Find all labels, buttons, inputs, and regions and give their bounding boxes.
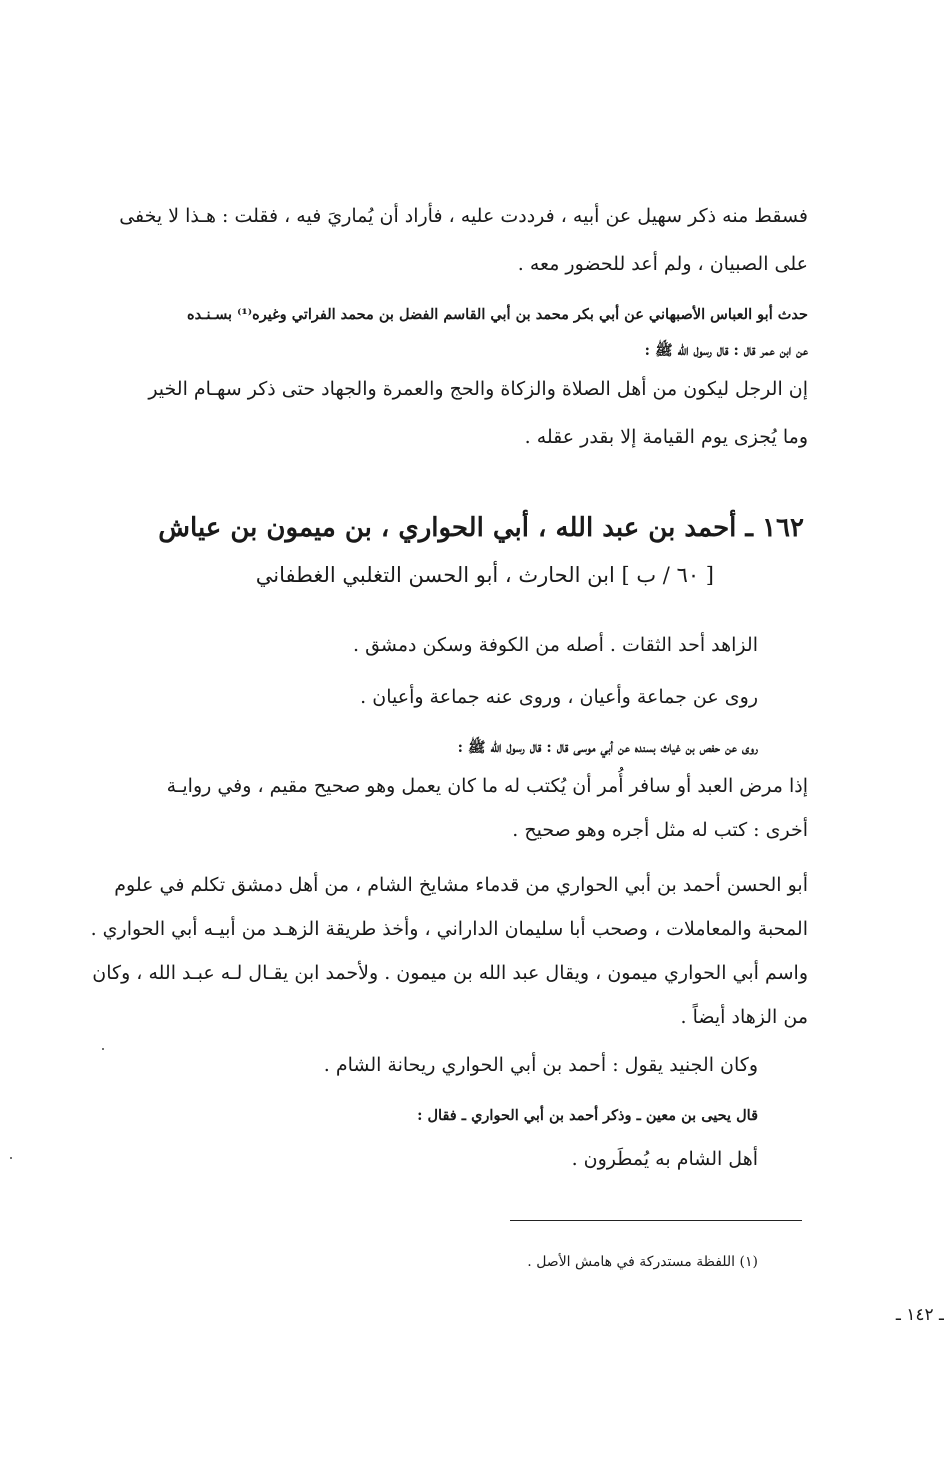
biography-paragraph [90, 874, 808, 1036]
isnad-2: روى عن حفص بن غياث بسنده عن أبي موسى قال : قال رسول الله ﷺ : [457, 739, 758, 756]
footnote-divider [510, 1220, 802, 1221]
page-number: ـ ١٤٢ ـ [895, 1305, 944, 1325]
text-line: من الزهاد أيضاً . [680, 1006, 808, 1028]
entry-title: ١٦٢ ـ أحمد بن عبد الله ، أبي الحواري ، بن ميمون بن عياش [158, 513, 804, 543]
isnad-3: قال يحيى بن معين ـ وذكر أحمد بن أبي الحواري ـ فقال : [417, 1107, 758, 1124]
entry-line-zahid: الزاهد أحد الثقات . أصله من الكوفة وسكن دمشق . [352, 634, 758, 656]
text-line: فسقط منه ذكر سهيل عن أبيه ، فرددت عليه ، فأراد أن يُماريَ فيه ، فقلت : هـذا لا يخفى [119, 205, 808, 227]
text-line: عن ابن عمر قال : قال رسول الله ﷺ : [644, 342, 808, 359]
opening-paragraph [108, 207, 808, 277]
text-line: المحبة والمعاملات ، وصحب أبا سليمان الداراني ، وأخذ طريقة الزهـد من أبيـه أبي الحواري . [90, 918, 808, 940]
text-line: أخرى : كتب له مثل أجره وهو صحيح . [512, 819, 808, 841]
hadith-2 [108, 777, 808, 857]
scan-speck [102, 1048, 104, 1050]
text-line: على الصبيان ، ولم أعد للحضور معه . [517, 253, 808, 275]
hadith-1 [108, 380, 808, 460]
junayd-quote: وكان الجنيد يقول : أحمد بن أبي الحواري ريحانة الشام . [323, 1054, 758, 1076]
closing-line: أهل الشام به يُمطَرون . [571, 1148, 758, 1170]
entry-subtitle: [ ٦٠ / ب ] ابن الحارث ، أبو الحسن التغلبي الغطفاني [255, 563, 714, 587]
text-line: واسم أبي الحواري ميمون ، ويقال عبد الله بن ميمون . ولأحمد ابن يقـال لـه عبـد الله ، وكان [92, 962, 808, 984]
scan-speck [10, 1157, 12, 1159]
text-line: أبو الحسن أحمد بن أبي الحواري من قدماء مشايخ الشام ، من أهل دمشق تكلم في علوم [114, 874, 808, 896]
text-line: حدث أبو العباس الأصبهاني عن أبي بكر محمد بن أبي القاسم الفضل بن محمد الفراتي وغيره⁽¹⁾ بسـنـده [187, 306, 808, 323]
entry-line-rawa: روى عن جماعة وأعيان ، وروى عنه جماعة وأعيان . [360, 686, 758, 708]
text-line: إذا مرض العبد أو سافر أُمر أن يُكتب له ما كان يعمل وهو صحيح مقيم ، وفي روايـة [166, 775, 808, 797]
text-line: إن الرجل ليكون من أهل الصلاة والزكاة والحج والعمرة والجهاد حتى ذكر سهـام الخير [148, 378, 808, 400]
text-line: وما يُجزى يوم القيامة إلا بقدر عقله . [524, 426, 808, 448]
footnote: (١) اللفظة مستدركة في هامش الأصل . [527, 1254, 758, 1270]
isnad-1 [108, 308, 808, 368]
